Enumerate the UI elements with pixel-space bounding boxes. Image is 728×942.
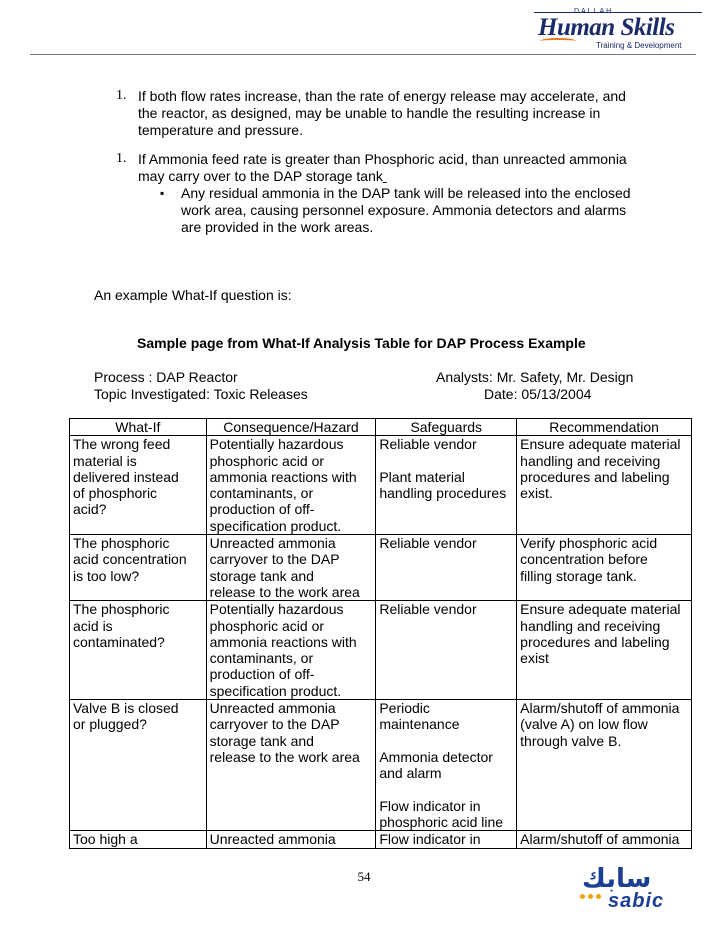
cell-text: specification product. — [209, 682, 342, 699]
cell-text: handling procedures — [379, 485, 507, 502]
cell-text: contaminants, or — [209, 650, 314, 667]
cell-text: exist. — [520, 485, 553, 502]
safeguards-cell — [376, 436, 517, 535]
cell-text: handling and receiving — [520, 452, 661, 469]
header-recommendation: Recommendation — [517, 419, 692, 436]
consequence-cell — [206, 700, 376, 831]
cell-text — [379, 782, 513, 798]
cell-text: Unreacted ammonia — [209, 700, 336, 717]
cell-text: Potentially hazardous — [209, 436, 344, 453]
cell-text: The phosphoric — [73, 535, 170, 552]
cell-text: release to the work area — [209, 748, 360, 765]
what-if-cell — [70, 535, 207, 601]
cell-text: storage tank and — [209, 567, 314, 584]
cell-text: contaminated? — [73, 633, 165, 650]
cell-text: Reliable vendor — [379, 535, 477, 552]
cell-text: acid? — [73, 501, 107, 518]
cell-text — [379, 733, 513, 749]
sabic-latin-text: sabic — [608, 890, 665, 912]
consequence-cell — [206, 831, 376, 848]
cell-text: ammonia reactions with — [209, 468, 357, 485]
list-item: If both flow rates increase, than the rate of energy release may accelerate, and the reactor, as designed, may be unable to handle the resulting increase in temperature and pressure. — [138, 88, 626, 138]
cell-text: (valve A) on low flow — [520, 716, 648, 733]
cell-text: concentration before — [520, 551, 648, 568]
cell-text: carryover to the DAP — [209, 551, 340, 568]
sabic-dots-icon — [580, 886, 604, 892]
cell-text: handling and receiving — [520, 617, 661, 634]
process-label: Process : DAP Reactor — [94, 369, 238, 385]
cell-text: The wrong feed — [73, 436, 171, 453]
cell-text: phosphoric acid or — [209, 617, 325, 634]
recommendation-cell — [517, 436, 692, 535]
safeguards-cell — [376, 601, 517, 700]
cell-text: material is — [73, 452, 137, 469]
what-if-cell — [70, 831, 207, 848]
intro-text: An example What-If question is: — [94, 287, 292, 303]
table-header-row — [70, 419, 692, 436]
cell-text: The phosphoric — [73, 601, 170, 618]
logo-swoosh-icon — [540, 38, 576, 44]
cell-text: Ammonia detector — [379, 748, 493, 765]
what-if-cell — [70, 700, 207, 831]
consequence-cell — [206, 601, 376, 700]
topic-label: Topic Investigated: Toxic Releases — [94, 386, 308, 402]
cell-text: carryover to the DAP — [209, 716, 340, 733]
what-if-cell — [70, 436, 207, 535]
consequence-cell — [206, 436, 376, 535]
header-divider — [30, 54, 696, 55]
cell-text: production of off- — [209, 501, 315, 518]
header-consequence: Consequence/Hazard — [206, 419, 376, 436]
sabic-arabic-text: سابك — [582, 864, 652, 894]
cell-text: Reliable vendor — [379, 436, 477, 453]
cell-text: Too high a — [73, 831, 138, 848]
sabic-logo — [576, 864, 686, 912]
dallah-human-skills-logo — [534, 8, 702, 56]
cell-text: Potentially hazardous — [209, 601, 344, 618]
cell-text: phosphoric acid or — [209, 452, 325, 469]
cell-text: contaminants, or — [209, 485, 314, 502]
logo-rule — [534, 12, 702, 13]
consequence-cell — [206, 535, 376, 601]
cell-text: Ensure adequate material — [520, 601, 681, 618]
cell-text: Unreacted ammonia — [209, 831, 336, 848]
recommendation-cell — [517, 831, 692, 848]
cell-text: procedures and labeling — [520, 468, 670, 485]
cell-text: of phosphoric — [73, 485, 158, 502]
table-row — [70, 700, 692, 831]
cell-text: or plugged? — [73, 716, 147, 733]
table-title: Sample page from What-If Analysis Table for DAP Process Example — [137, 335, 586, 351]
cell-text: release to the work area — [209, 583, 360, 600]
cell-text: Reliable vendor — [379, 601, 477, 618]
table-row — [70, 601, 692, 700]
safeguards-cell — [376, 535, 517, 601]
recommendation-cell — [517, 700, 692, 831]
cell-text: exist — [520, 650, 549, 667]
safeguards-cell — [376, 831, 517, 848]
logo-tagline: Training & Development — [596, 41, 682, 50]
cell-text: through valve B. — [520, 732, 622, 749]
list-marker: 1. — [116, 88, 127, 103]
cell-text: Flow indicator in — [379, 831, 481, 848]
cell-text: Alarm/shutoff of ammonia — [520, 700, 680, 717]
cell-text — [379, 453, 513, 469]
cell-text: Alarm/shutoff of ammonia — [520, 831, 680, 848]
what-if-table — [69, 418, 692, 849]
table-row — [70, 535, 692, 601]
list-item: If Ammonia feed rate is greater than Phosphoric acid, than unreacted ammonia may carry over to the DAP storage tank — [138, 151, 627, 184]
page-number: 54 — [357, 869, 371, 884]
date-label: Date: 05/13/2004 — [484, 386, 592, 402]
sub-list-item: Any residual ammonia in the DAP tank will be released into the enclosed work area, causing personnel exposure. Ammonia detectors and alarms are provided in the work areas. — [181, 185, 631, 235]
cell-text: procedures and labeling — [520, 633, 670, 650]
recommendation-cell — [517, 535, 692, 601]
cell-text: acid is — [73, 617, 113, 634]
list-marker: 1. — [116, 151, 127, 166]
cell-text: Ensure adequate material — [520, 436, 681, 453]
cell-text: acid concentration — [73, 551, 187, 568]
bullet-icon: ▪ — [160, 186, 165, 200]
cell-text: phosphoric acid line — [379, 814, 504, 831]
analysts-label: Analysts: Mr. Safety, Mr. Design — [436, 369, 634, 385]
header-safeguards: Safeguards — [376, 419, 517, 436]
cell-text: Valve B is closed — [73, 700, 179, 717]
cell-text: ammonia reactions with — [209, 633, 357, 650]
table-row — [70, 831, 692, 848]
cell-text: Flow indicator in — [379, 797, 481, 814]
safeguards-cell — [376, 700, 517, 831]
recommendation-cell — [517, 601, 692, 700]
logo-human-skills-text: Human Skills — [538, 14, 675, 41]
cell-text: Periodic — [379, 700, 430, 717]
cell-text: storage tank and — [209, 732, 314, 749]
what-if-cell — [70, 601, 207, 700]
cell-text: production of off- — [209, 666, 315, 683]
cell-text: and alarm — [379, 765, 442, 782]
cell-text: Verify phosphoric acid — [520, 535, 658, 552]
cell-text: filling storage tank. — [520, 567, 637, 584]
cell-text: maintenance — [379, 716, 460, 733]
table-row — [70, 436, 692, 535]
cell-text: is too low? — [73, 567, 140, 584]
cell-text: Unreacted ammonia — [209, 535, 336, 552]
cell-text: specification product. — [209, 517, 342, 534]
cell-text: delivered instead — [73, 468, 179, 485]
header-what-if: What-If — [70, 419, 207, 436]
cell-text: Plant material — [379, 468, 465, 485]
